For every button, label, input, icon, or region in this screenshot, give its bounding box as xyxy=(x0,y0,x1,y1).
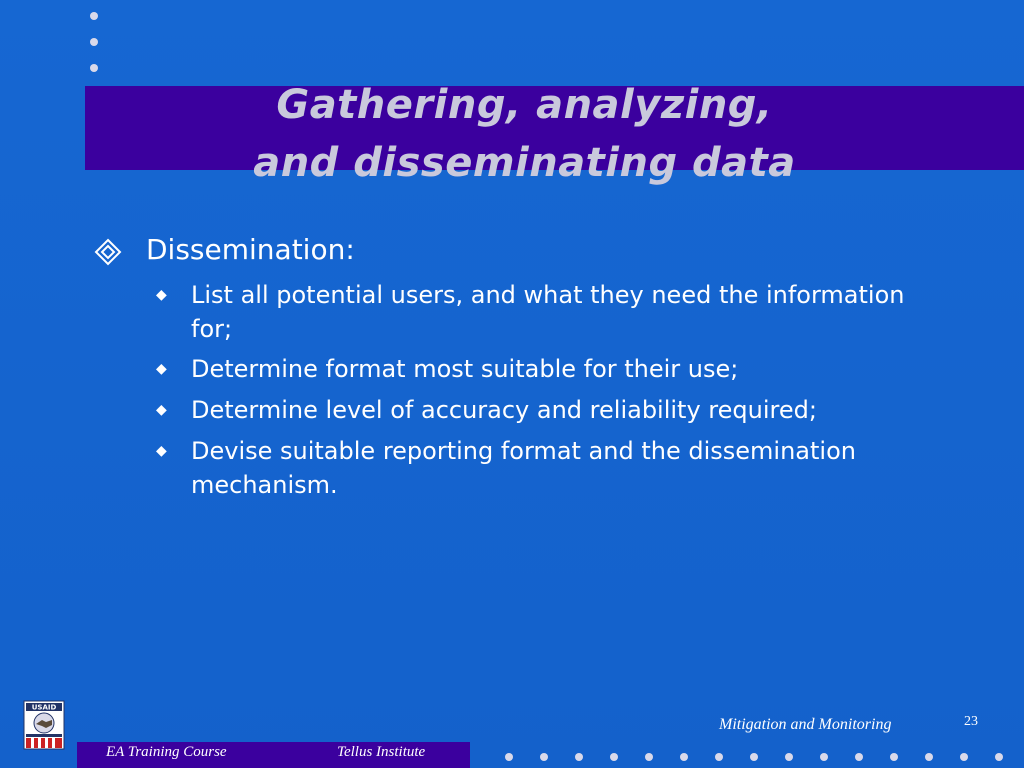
dot xyxy=(90,38,98,46)
list-item-text: Determine level of accuracy and reliability required; xyxy=(191,396,817,424)
dot xyxy=(890,753,898,761)
dot xyxy=(505,753,513,761)
logo-text: USAID xyxy=(31,703,57,712)
dot xyxy=(785,753,793,761)
dot xyxy=(960,753,968,761)
small-diamond-bullet-icon: ◆ xyxy=(156,402,167,418)
dot xyxy=(715,753,723,761)
main-bullet-text: Dissemination: xyxy=(146,233,355,266)
dot xyxy=(750,753,758,761)
dot xyxy=(925,753,933,761)
dot xyxy=(645,753,653,761)
small-diamond-bullet-icon: ◆ xyxy=(156,443,167,459)
dot xyxy=(610,753,618,761)
slide-title xyxy=(85,76,964,192)
main-bullet xyxy=(90,230,990,270)
title-line-2: and disseminating data xyxy=(253,140,796,186)
decorative-dots-bottom xyxy=(505,753,1005,763)
dot xyxy=(680,753,688,761)
title-line-1: Gathering, analyzing, xyxy=(276,82,773,128)
footer-institute: Tellus Institute xyxy=(337,744,426,760)
dot xyxy=(90,12,98,20)
dot xyxy=(820,753,828,761)
dot xyxy=(540,753,548,761)
dot xyxy=(575,753,583,761)
list-item-text: List all potential users, and what they need the information for; xyxy=(191,281,905,343)
small-diamond-bullet-icon: ◆ xyxy=(156,287,167,303)
footer-course: EA Training Course xyxy=(106,744,227,760)
small-diamond-bullet-icon: ◆ xyxy=(156,361,167,377)
dot xyxy=(855,753,863,761)
page-number: 23 xyxy=(964,714,978,729)
list-item-text: Determine format most suitable for their use; xyxy=(191,355,739,383)
dot xyxy=(90,64,98,72)
list-item-text: Devise suitable reporting format and the dissemination mechanism. xyxy=(191,437,856,499)
dot xyxy=(995,753,1003,761)
diamond-bullet-icon xyxy=(94,238,122,266)
decorative-dots-left xyxy=(89,10,99,80)
footer-topic: Mitigation and Monitoring xyxy=(719,716,892,733)
usaid-handshake-logo xyxy=(23,700,65,750)
